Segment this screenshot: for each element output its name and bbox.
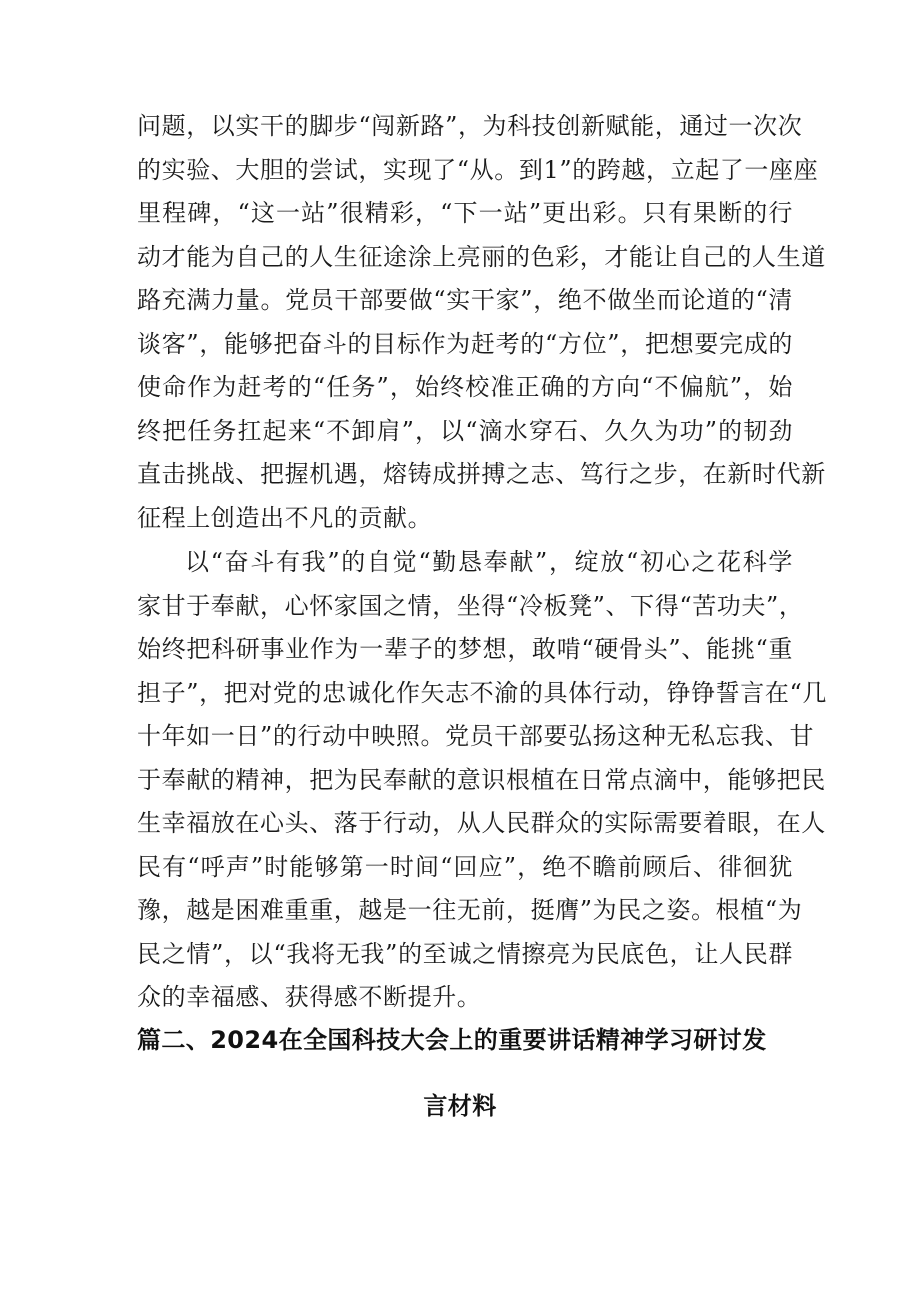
text-line: 终把任务扛起来“不卸肩”，以“滴水穿石、久久为功”的韧劲 <box>137 416 793 445</box>
text-line: 路充满力量。党员干部要做“实干家”，绝不做坐而论道的“清 <box>137 286 793 314</box>
text-line: 生幸福放在心头、落于行动，从人民群众的实际需要着眼，在人 <box>137 809 826 837</box>
text-line: 十年如一日”的行动中映照。党员干部要弘扬这种无私忘我、甘 <box>137 722 815 750</box>
text-line: 使命作为赶考的“任务”，始终校准正确的方向“不偏航”，始 <box>137 373 793 401</box>
section-heading-continuation: 言材料 <box>423 1092 497 1120</box>
text-line: 直击挑战、把握机遇，熔铸成拼搏之志、笃行之步，在新时代新 <box>137 460 826 488</box>
text-line: 家甘于奉献，心怀家国之情，坐得“冷板凳”、下得“苦功夫”， <box>137 591 804 620</box>
text-line: 民之情”，以“我将无我”的至诚之情擦亮为民底色，让人民群 <box>137 939 793 968</box>
text-line: 于奉献的精神，把为民奉献的意识根植在日常点滴中，能够把民 <box>137 765 826 794</box>
text-line: 里程碑，“这一站”很精彩，“下一站”更出彩。只有果断的行 <box>137 199 793 227</box>
text-line: 众的幸福感、获得感不断提升。 <box>137 983 482 1011</box>
text-line: 问题，以实干的脚步“闯新路”，为科技创新赋能，通过一次次 <box>137 112 803 140</box>
text-line: 始终把科研事业作为一辈子的梦想，敢啃“硬骨头”、能挑“重 <box>137 635 793 663</box>
text-line: 豫，越是困难重重，越是一往无前，挺膺”为民之姿。根植“为 <box>137 896 803 924</box>
text-line: 民有“呼声”时能够第一时间“回应”，绝不瞻前顾后、徘徊犹 <box>137 852 793 881</box>
text-line: 以“奋斗有我”的自觉“勤恳奉献”，绽放“初心之花科学 <box>185 548 793 576</box>
text-line: 担子”，把对党的忠诚化作矢志不渝的具体行动，铮铮誓言在“几 <box>137 678 827 707</box>
text-line: 的实验、大胆的尝试，实现了“从。到1”的跨越，立起了一座座 <box>137 155 819 184</box>
paragraph-1 <box>137 105 826 540</box>
paragraph-2 <box>137 541 827 1020</box>
section-heading: 篇二、2024在全国科技大会上的重要讲话精神学习研讨发 <box>137 1026 767 1054</box>
text-line: 谈客”，能够把奋斗的目标作为赶考的“方位”，把想要完成的 <box>137 329 793 358</box>
text-line: 征程上创造出不凡的贡献。 <box>137 503 433 532</box>
text-line: 动才能为自己的人生征途涂上亮丽的色彩，才能让自己的人生道 <box>137 242 826 271</box>
